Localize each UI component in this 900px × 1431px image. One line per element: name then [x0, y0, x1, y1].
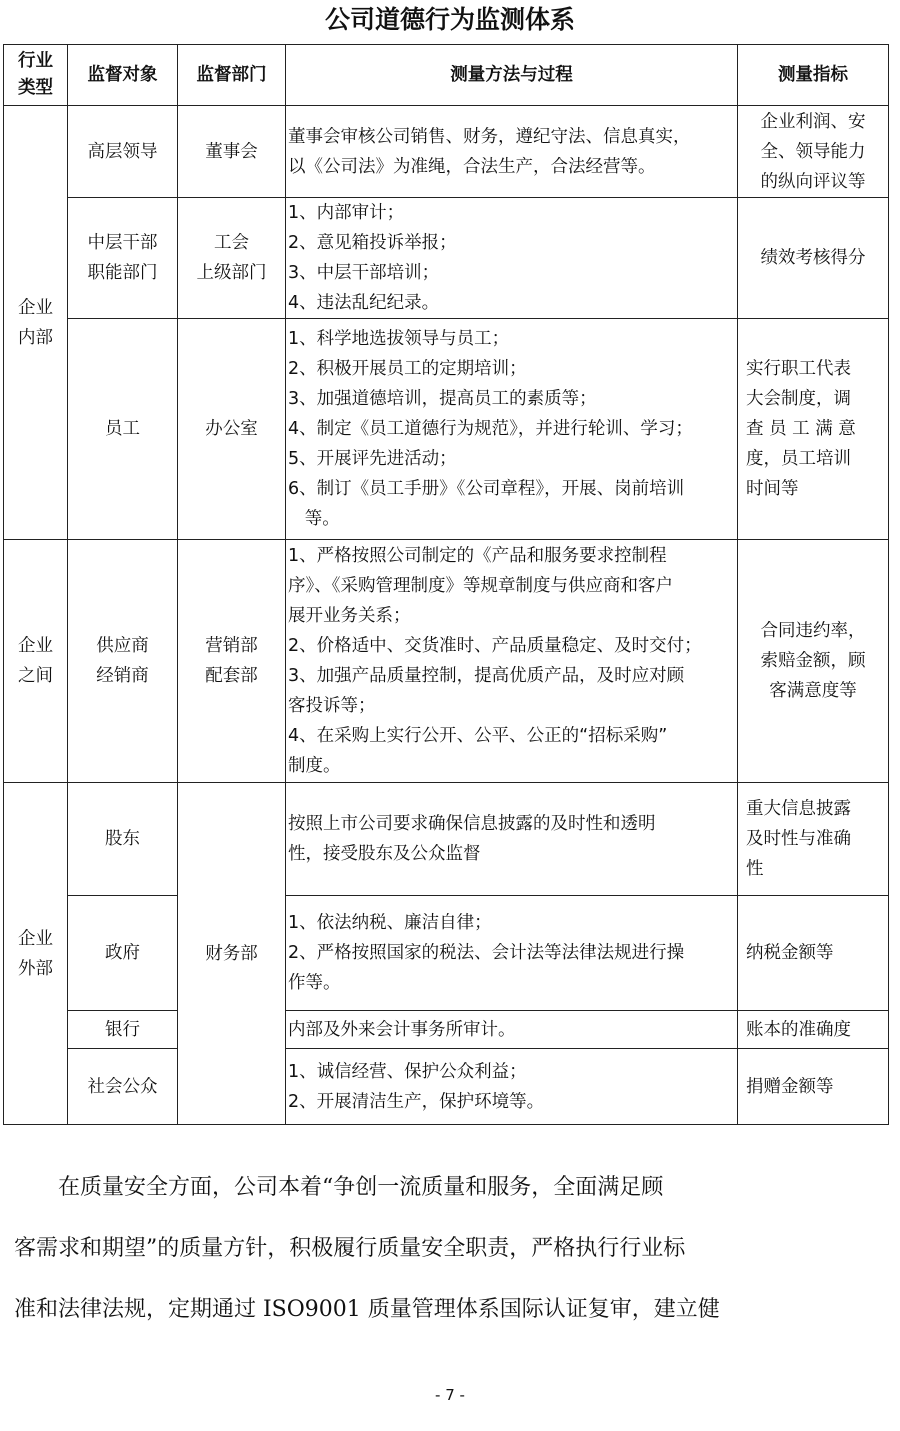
row-object: 供应商 经销商	[68, 540, 178, 783]
row-indicator: 企业利润、安 全、领导能力 的纵向评议等	[738, 106, 889, 198]
row-object: 员工	[68, 319, 178, 540]
page-title: 公司道德行为监测体系	[324, 5, 575, 34]
row-indicator: 实行职工代表 大会制度，调 查 员 工 满 意 度，员工培训 时间等	[738, 319, 889, 540]
table-row	[4, 319, 889, 540]
page-number: - 7 -	[435, 1386, 465, 1404]
table-row	[4, 783, 889, 896]
header-indicator: 测量指标	[738, 45, 889, 106]
row-object: 高层领导	[68, 106, 178, 198]
header-object: 监督对象	[68, 45, 178, 106]
table-row	[4, 106, 889, 198]
row-indicator: 合同违约率， 索赔金额，顾 客满意度等	[738, 540, 889, 783]
group-external: 企业 外部	[4, 783, 68, 1125]
row-method: 1、依法纳税、廉洁自律； 2、严格按照国家的税法、会计法等法律法规进行操 作等。	[286, 896, 738, 1011]
row-indicator: 账本的准确度	[738, 1011, 889, 1049]
row-indicator: 捐赠金额等	[738, 1049, 889, 1125]
row-indicator: 绩效考核得分	[738, 198, 889, 319]
row-method: 1、严格按照公司制定的《产品和服务要求控制程 序》、《采购管理制度》等规章制度与供应商和客户 展开业务关系； 2、价格适中、交货准时、产品质量稳定、及时交付； 3、加强产品质量控制，提高优质产品，及时应对顾 客投诉等； 4、在采购上实行公开、公平、公正的“招标采购” 制度。	[286, 540, 738, 783]
row-dept: 工会 上级部门	[178, 198, 286, 319]
row-method: 1、内部审计； 2、意见箱投诉举报； 3、中层干部培训； 4、违法乱纪纪录。	[286, 198, 738, 319]
ethics-monitoring-table	[3, 44, 889, 1125]
table-row	[4, 540, 889, 783]
group-between: 企业 之间	[4, 540, 68, 783]
table-row	[4, 896, 889, 1011]
row-object: 银行	[68, 1011, 178, 1049]
body-paragraph: 在质量安全方面，公司本着“争创一流质量和服务，全面满足顾 客需求和期望”的质量方针，积极履行质量安全职责，严格执行行业标 准和法律法规，定期通过 ISO9001 质量管理体系国际认证复审，建立健	[14, 1175, 720, 1322]
row-dept: 营销部 配套部	[178, 540, 286, 783]
row-indicator: 纳税金额等	[738, 896, 889, 1011]
row-dept: 董事会	[178, 106, 286, 198]
table-row	[4, 1011, 889, 1049]
row-object: 中层干部 职能部门	[68, 198, 178, 319]
header-dept: 监督部门	[178, 45, 286, 106]
header-industry-type: 行业 类型	[4, 45, 68, 106]
row-object: 政府	[68, 896, 178, 1011]
row-method: 董事会审核公司销售、财务，遵纪守法、信息真实， 以《公司法》为准绳，合法生产，合法经营等。	[286, 106, 738, 198]
row-dept: 财务部	[178, 783, 286, 1125]
header-method: 测量方法与过程	[286, 45, 738, 106]
table-row	[4, 198, 889, 319]
group-internal: 企业 内部	[4, 106, 68, 540]
row-method: 内部及外来会计事务所审计。	[286, 1011, 738, 1049]
table-row	[4, 1049, 889, 1125]
row-indicator: 重大信息披露 及时性与准确 性	[738, 783, 889, 896]
row-method: 按照上市公司要求确保信息披露的及时性和透明 性，接受股东及公众监督	[286, 783, 738, 896]
row-object: 社会公众	[68, 1049, 178, 1125]
row-dept: 办公室	[178, 319, 286, 540]
row-method: 1、诚信经营、保护公众利益； 2、开展清洁生产，保护环境等。	[286, 1049, 738, 1125]
row-object: 股东	[68, 783, 178, 896]
row-method: 1、科学地选拔领导与员工； 2、积极开展员工的定期培训； 3、加强道德培训，提高员工的素质等； 4、制定《员工道德行为规范》，并进行轮训、学习； 5、开展评先进活动； 6、制订《员工手册》《公司章程》，开展、岗前培训 等。	[286, 319, 738, 540]
table-header-row	[4, 45, 889, 106]
